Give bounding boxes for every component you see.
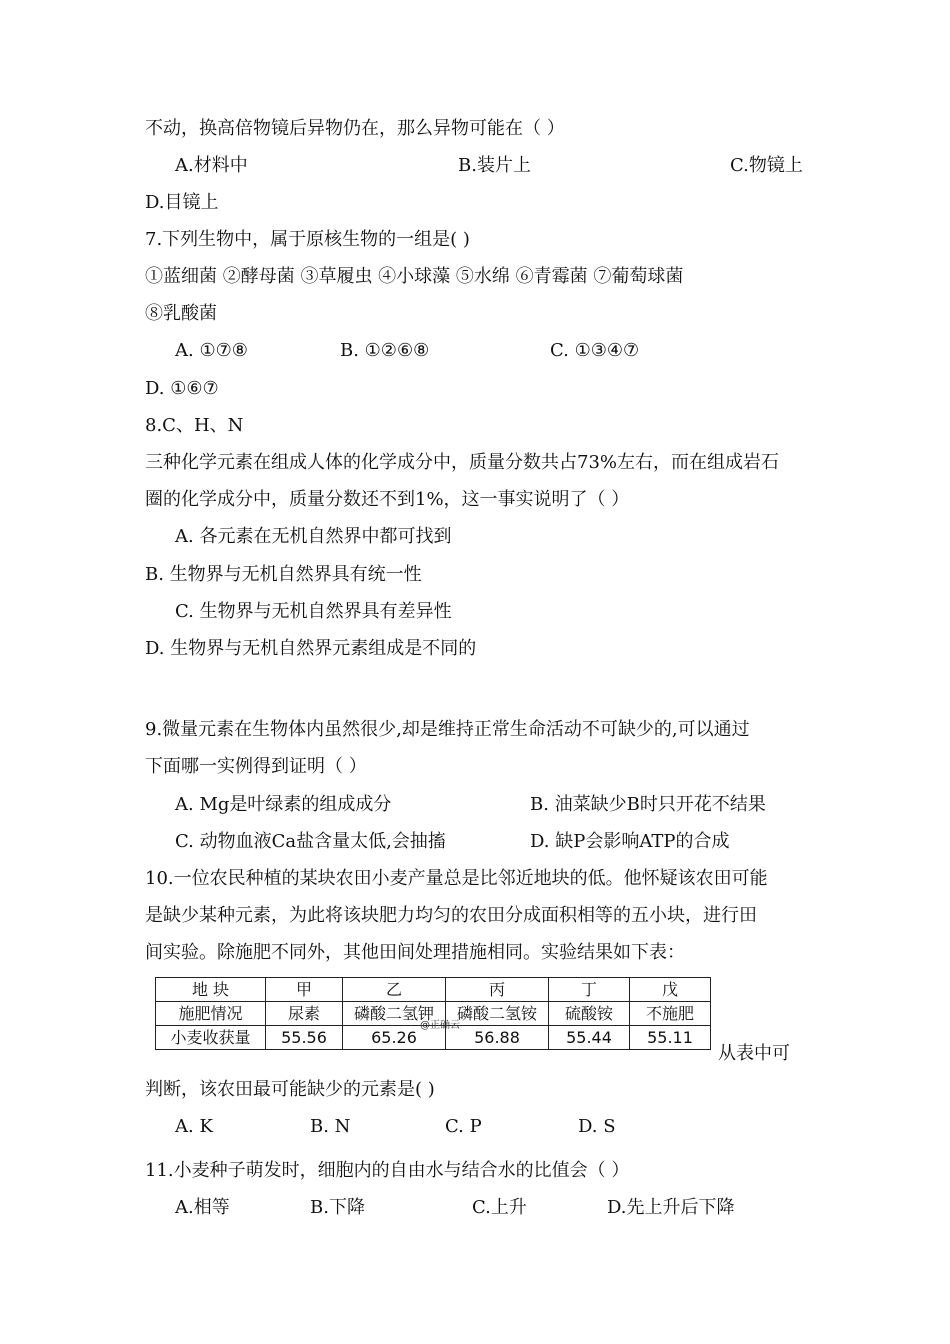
text-line-l13: 8.C、H、N — [145, 415, 244, 436]
table-cell: 55.56 — [266, 1026, 343, 1050]
text-line-l10: B. ①②⑥⑧ — [340, 340, 430, 361]
text-line-l21: 下面哪一实例得到证明（ ） — [145, 756, 367, 777]
text-line-l1: 不动，换高倍物镜后异物仍在，那么异物可能在（ ） — [145, 118, 565, 139]
table-cell: 乙 — [343, 978, 446, 1002]
table-row — [156, 978, 711, 1002]
table-cell: 丁 — [549, 978, 630, 1002]
table-cell: 丙 — [446, 978, 549, 1002]
text-line-l15: 圈的化学成分中，质量分数还不到1%，这一事实说明了（ ） — [145, 489, 630, 510]
text-line-l24: C. 动物血液Ca盐含量太低,会抽搐 — [175, 831, 446, 852]
text-line-l28: 间实验。除施肥不同外，其他田间处理措施相同。实验结果如下表： — [145, 942, 685, 963]
text-line-l23: B. 油菜缺少B时只开花不结果 — [530, 794, 766, 815]
text-line-l11: C. ①③④⑦ — [550, 340, 640, 361]
text-line-l22: A. Mg是叶绿素的组成成分 — [175, 794, 392, 815]
table-cell: 56.88 — [446, 1026, 549, 1050]
text-line-l8: ⑧乳酸菌 — [145, 303, 217, 324]
table-cell: 55.11 — [630, 1026, 711, 1050]
table-cell: 磷酸二氢铵 — [446, 1002, 549, 1026]
text-line-l34: D. S — [578, 1116, 616, 1137]
text-line-l7: ①蓝细菌 ②酵母菌 ③草履虫 ④小球藻 ⑤水绵 ⑥青霉菌 ⑦葡萄球菌 — [145, 266, 684, 287]
text-line-l30: 判断，该农田最可能缺少的元素是( ) — [145, 1079, 435, 1100]
text-line-l9: A. ①⑦⑧ — [175, 340, 248, 361]
text-line-l37: B.下降 — [310, 1197, 365, 1218]
table-cell: 施肥情况 — [156, 1002, 266, 1026]
text-line-l2: A.材料中 — [175, 155, 248, 176]
table-cell: 小麦收获量 — [156, 1026, 266, 1050]
table-cell: 尿素 — [266, 1002, 343, 1026]
text-line-l20: 9.微量元素在生物体内虽然很少,却是维持正常生命活动不可缺少的,可以通过 — [145, 719, 750, 740]
text-line-l6: 7.下列生物中，属于原核生物的一组是( ) — [145, 229, 470, 250]
text-line-l12: D. ①⑥⑦ — [145, 378, 219, 399]
table-cell: 不施肥 — [630, 1002, 711, 1026]
text-line-l35: 11.小麦种子萌发时，细胞内的自由水与结合水的比值会（ ） — [145, 1160, 630, 1181]
text-line-l39: D.先上升后下降 — [607, 1197, 735, 1218]
text-line-l27: 是缺少某种元素，为此将该块肥力均匀的农田分成面积相等的五小块，进行田 — [145, 905, 757, 926]
text-line-l36: A.相等 — [175, 1197, 230, 1218]
text-line-l26: 10.一位农民种植的某块农田小麦产量总是比邻近地块的低。他怀疑该农田可能 — [145, 868, 768, 889]
text-line-l16: A. 各元素在无机自然界中都可找到 — [175, 526, 452, 547]
text-line-l25: D. 缺P会影响ATP的合成 — [530, 831, 730, 852]
text-line-l4: C.物镜上 — [730, 155, 803, 176]
text-line-l5: D.目镜上 — [145, 192, 219, 213]
text-line-l32: B. N — [310, 1116, 351, 1137]
text-line-l29: 从表中可 — [718, 1043, 790, 1064]
table-cell: 65.26 — [343, 1026, 446, 1050]
text-line-l33: C. P — [445, 1116, 482, 1137]
table-cell: 甲 — [266, 978, 343, 1002]
table-cell: 硫酸铵 — [549, 1002, 630, 1026]
text-line-l31: A. K — [175, 1116, 213, 1137]
fertilizer-experiment-table — [155, 977, 711, 1050]
text-line-l3: B.装片上 — [458, 155, 531, 176]
text-line-l19: D. 生物界与无机自然界元素组成是不同的 — [145, 638, 477, 659]
text-line-l18: C. 生物界与无机自然界具有差异性 — [175, 601, 452, 622]
text-line-l38: C.上升 — [472, 1197, 527, 1218]
table-cell: 55.44 — [549, 1026, 630, 1050]
table-cell: 地 块 — [156, 978, 266, 1002]
table-cell: 戊 — [630, 978, 711, 1002]
table-cell: 磷酸二氢钾 — [343, 1002, 446, 1026]
watermark: @正确云 — [420, 1020, 460, 1031]
text-line-l17: B. 生物界与无机自然界具有统一性 — [145, 564, 422, 585]
text-line-l14: 三种化学元素在组成人体的化学成分中，质量分数共占73%左右，而在组成岩石 — [145, 452, 780, 473]
